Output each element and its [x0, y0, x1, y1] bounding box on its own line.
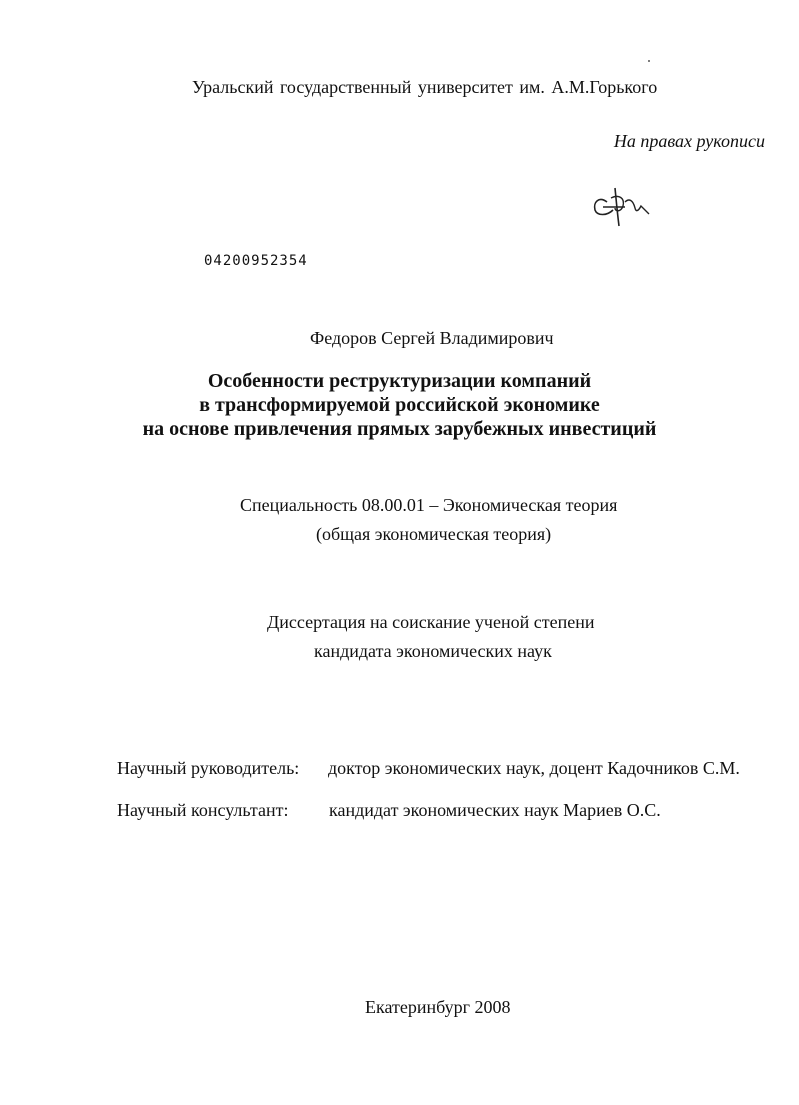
consultant-value: кандидат экономических наук Мариев О.С.	[329, 800, 661, 820]
specialty-line: Специальность 08.00.01 – Экономическая теория	[240, 495, 618, 515]
city-year: Екатеринбург 2008	[365, 997, 511, 1017]
specialty-subline: (общая экономическая теория)	[316, 524, 552, 544]
supervisor-label: Научный руководитель:	[117, 758, 300, 778]
degree-subline: кандидата экономических наук	[314, 641, 552, 661]
dissertation-title	[0, 369, 799, 441]
catalog-number: 04200952354	[204, 253, 308, 269]
university-name: Уральский государственный университет им. А.М.Горького	[192, 77, 658, 97]
degree-line: Диссертация на соискание ученой степени	[267, 612, 595, 632]
scan-speck	[648, 60, 650, 62]
consultant-label: Научный консультант:	[117, 800, 289, 820]
author-name: Федоров Сергей Владимирович	[310, 328, 554, 348]
title-line: Особенности реструктуризации компаний	[207, 370, 592, 392]
manuscript-note: На правах рукописи	[613, 131, 765, 151]
supervisor-value: доктор экономических наук, доцент Кадочников С.М.	[328, 758, 740, 778]
title-line: в трансформируемой российской экономике	[199, 394, 600, 416]
handwritten-signature-icon	[585, 180, 657, 228]
title-line: на основе привлечения прямых зарубежных инвестиций	[142, 418, 657, 440]
